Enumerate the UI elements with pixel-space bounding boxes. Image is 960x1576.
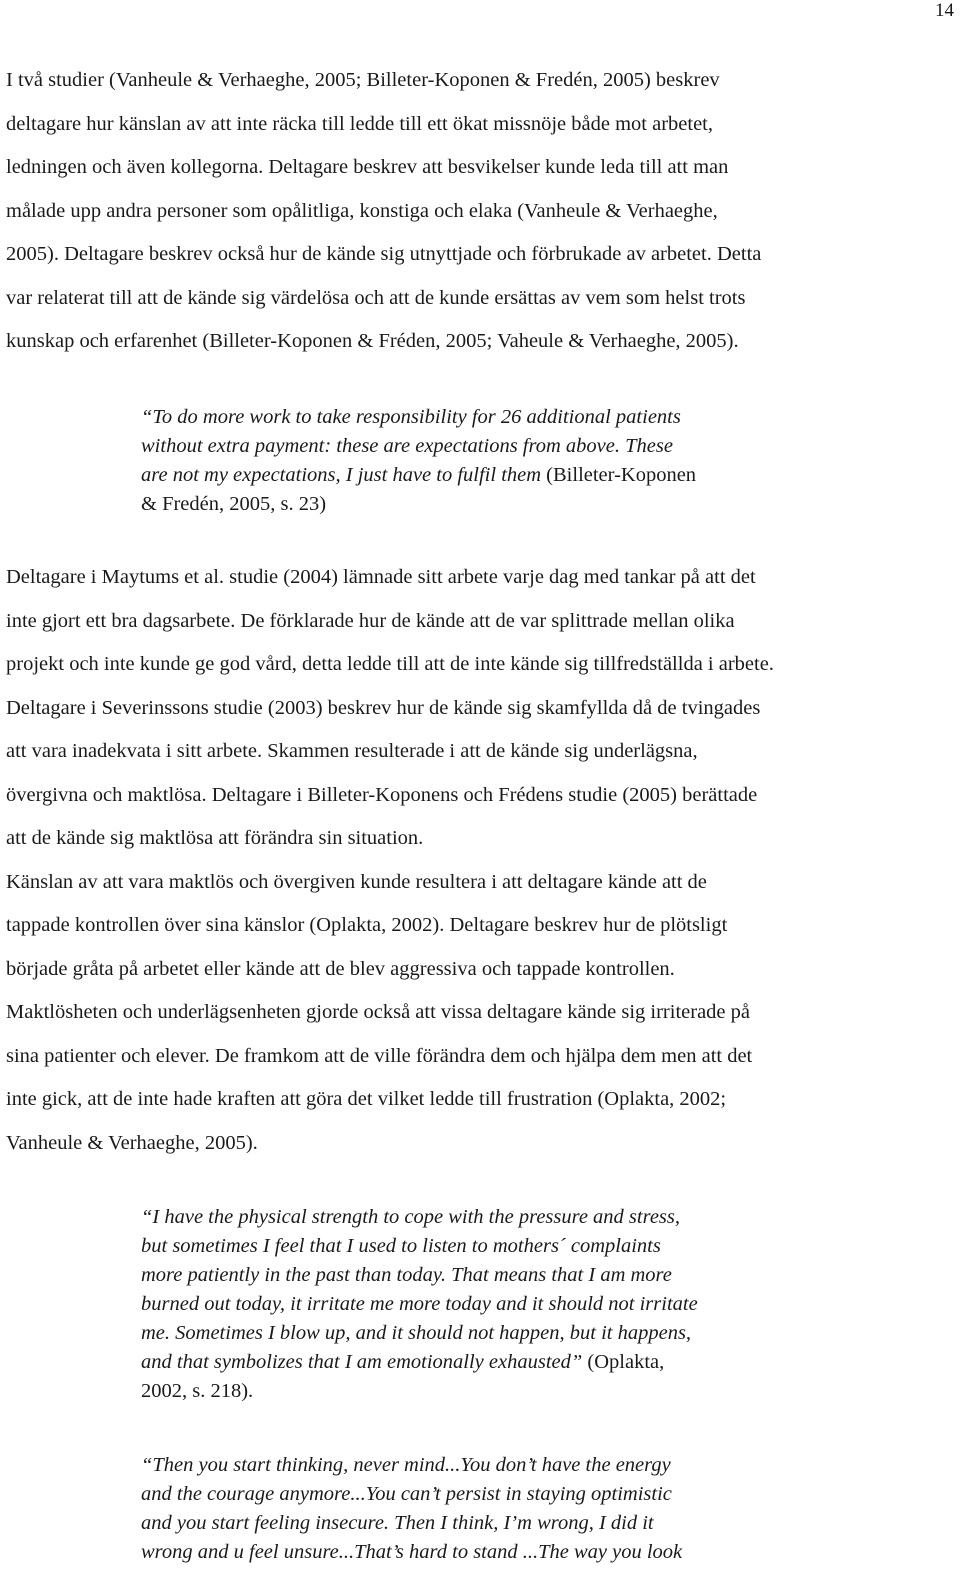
body-paragraph-1	[6, 59, 946, 364]
quote-line	[141, 490, 841, 519]
quote-line	[141, 1377, 841, 1406]
paragraph-line: projekt och inte kunde ge god vård, detta ledde till att de inte kände sig tillfredställda i arbete.	[6, 653, 774, 675]
paragraph-line: inte gick, att de inte hade kraften att göra det vilket ledde till frustration (Oplakta, 2002;	[6, 1088, 727, 1110]
quote-text-italic: but sometimes I feel that I used to listen to mothers´ complaints	[141, 1235, 661, 1257]
paragraph-line: inte gjort ett bra dagsarbete. De förklarade hur de kände att de var splittrade mellan olika	[6, 609, 735, 632]
quote-line	[141, 1348, 841, 1377]
quote-text-italic: “I have the physical strength to cope with the pressure and stress,	[141, 1206, 681, 1228]
quote-text-italic: more patiently in the past than today. That means that I am more	[141, 1264, 672, 1286]
paragraph-line: målade upp andra personer som opålitliga, konstiga och elaka (Vanheule & Verhaeghe,	[6, 199, 718, 222]
paragraph-line: Deltagare i Maytums et al. studie (2004) lämnade sitt arbete varje dag med tankar på att det	[6, 566, 756, 588]
quote-line	[141, 1203, 841, 1232]
quote-text-italic: burned out today, it irritate me more today and it should not irritate	[141, 1293, 698, 1315]
quote-text-plain: & Fredén, 2005, s. 23)	[141, 493, 327, 515]
quote-line	[141, 1480, 841, 1509]
paragraph-line: övergivna och maktlösa. Deltagare i Billeter-Koponens och Frédens studie (2005) berättade	[6, 783, 758, 806]
quote-text-italic: me. Sometimes I blow up, and it should not happen, but it happens,	[141, 1322, 692, 1344]
body-paragraph-2	[6, 556, 946, 1165]
paragraph-line: sina patienter och elever. De framkom att de ville förändra dem och hjälpa dem men att det	[6, 1044, 753, 1067]
quote-text-italic: are not my expectations, I just have to fulfil them	[141, 464, 542, 486]
quote-line	[141, 1232, 841, 1261]
paragraph-line: började gråta på arbetet eller kände att de blev aggressiva och tappade kontrollen.	[6, 957, 675, 980]
paragraph-line: var relaterat till att de kände sig värdelösa och att de kunde ersättas av vem som helst trots	[6, 286, 746, 309]
quote-text-italic: “To do more work to take responsibility for 26 additional patients	[141, 406, 681, 428]
paragraph-line: Deltagare i Severinssons studie (2003) beskrev hur de kände sig skamfyllda då de tvingades	[6, 696, 761, 719]
quote-line	[141, 1319, 841, 1348]
quote-text-plain: 2002, s. 218).	[141, 1380, 254, 1402]
paragraph-line: 2005). Deltagare beskrev också hur de kände sig utnyttjade och förbrukade av arbetet. Detta	[6, 243, 762, 265]
block-quote-2	[141, 1203, 841, 1406]
quote-line	[141, 1538, 841, 1567]
block-quote-3	[141, 1451, 841, 1567]
paragraph-line: Maktlösheten och underlägsenheten gjorde också att vissa deltagare kände sig irriterade på	[6, 1001, 750, 1023]
quote-text-italic: wrong and u feel unsure...That’s hard to stand ...The way you look	[141, 1541, 683, 1563]
quote-text-italic: and that symbolizes that I am emotionally exhausted”	[141, 1351, 583, 1373]
quote-line	[141, 403, 841, 432]
quote-text-plain: (Oplakta,	[582, 1351, 665, 1373]
block-quote-1	[141, 403, 841, 519]
paragraph-line: att vara inadekvata i sitt arbete. Skammen resulterade i att de kände sig underlägsna,	[6, 740, 698, 762]
quote-line	[141, 1261, 841, 1290]
quote-line	[141, 1451, 841, 1480]
quote-text-italic: and you start feeling insecure. Then I think, I’m wrong, I did it	[141, 1512, 654, 1534]
paragraph-line: Vanheule & Verhaeghe, 2005).	[6, 1131, 258, 1154]
quote-line	[141, 432, 841, 461]
paragraph-line: deltagare hur känslan av att inte räcka till ledde till ett ökat missnöje både mot arbetet,	[6, 112, 713, 135]
paragraph-line: I två studier (Vanheule & Verhaeghe, 2005; Billeter-Koponen & Fredén, 2005) beskrev	[6, 69, 720, 91]
quote-line	[141, 1509, 841, 1538]
quote-text-italic: and the courage anymore...You can’t persist in staying optimistic	[141, 1483, 672, 1505]
quote-line	[141, 461, 841, 490]
quote-text-italic: without extra payment: these are expectations from above. These	[141, 435, 673, 457]
paragraph-line: att de kände sig maktlösa att förändra sin situation.	[6, 827, 424, 849]
paragraph-line: kunskap och erfarenhet (Billeter-Koponen & Fréden, 2005; Vaheule & Verhaeghe, 2005).	[6, 330, 739, 352]
quote-text-italic: “Then you start thinking, never mind...You don’t have the energy	[141, 1454, 671, 1476]
paragraph-line: Känslan av att vara maktlös och övergiven kunde resultera i att deltagare kände att de	[6, 870, 707, 893]
paragraph-line: tappade kontrollen över sina känslor (Oplakta, 2002). Deltagare beskrev hur de plötsligt	[6, 914, 728, 936]
quote-line	[141, 1290, 841, 1319]
page-number: 14	[935, 0, 954, 21]
paragraph-line: ledningen och även kollegorna. Deltagare beskrev att besvikelser kunde leda till att man	[6, 156, 729, 178]
quote-text-plain: (Billeter-Koponen	[541, 464, 697, 486]
